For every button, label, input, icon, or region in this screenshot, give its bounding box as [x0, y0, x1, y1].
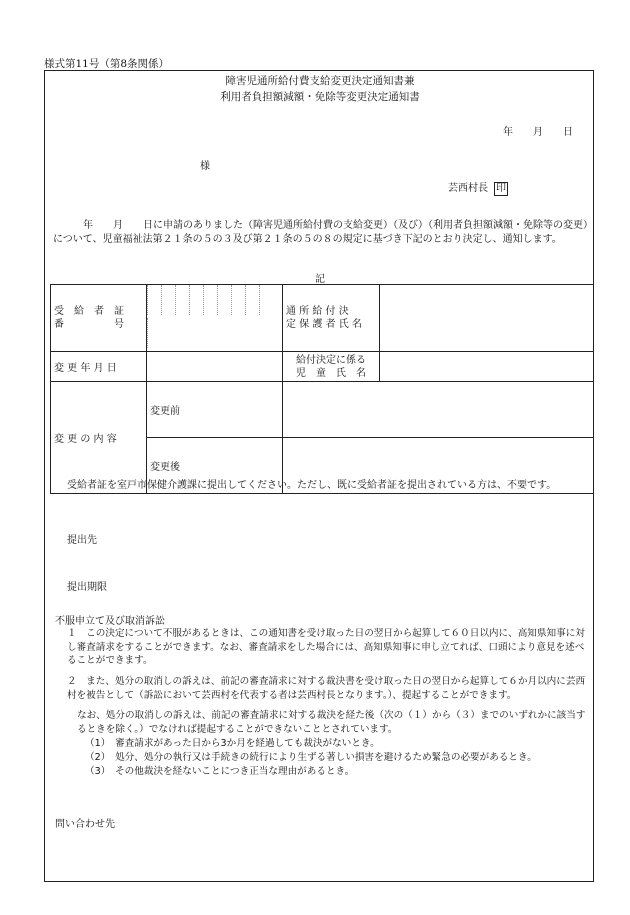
document-frame — [44, 70, 594, 882]
date-placeholder: 年 月 日 — [503, 127, 573, 138]
recipient-number-cell — [147, 285, 283, 352]
issuer-block — [448, 179, 508, 196]
appeal-heading: 不服申立て及び取消訴訟 — [55, 616, 165, 627]
appeal-sub-1: （1） 審査請求があった日から3か月を経過しても裁決がないとき。 — [85, 738, 380, 749]
body-text: 年 月 日に申請のありました（障害児通所給付費の支給変更）（及び）（利用者負担額減額・免除等の変更）について、児童福祉法第２１条の５の３及び第２１条の５の８の規定に基づき下記のとおり決定し、通知します。 — [53, 220, 588, 245]
before-label: 変更前 — [147, 382, 283, 438]
recipient-suffix: 様 — [200, 161, 210, 172]
change-date-value — [147, 352, 283, 382]
child-name-label: 給付決定に係る 児 童 氏 名 — [283, 352, 380, 382]
appeal-item-1: １ この決定について不服があるときは、この通知書を受け取った日の翌日から起算して６０日以内に、高知県知事に対し審査請求をすることができます。なお、審査請求をした場合には、高知県知事に申し立てれば、口頭により意見を述べることができます。 — [67, 628, 585, 666]
title-line-1: 障害児通所給付費支給変更決定通知書兼 — [225, 75, 415, 87]
issuer-name: 芸西村長 — [448, 183, 488, 194]
child-name-value — [380, 352, 594, 382]
seal-stamp: 印 — [496, 183, 506, 194]
guardian-name-value — [380, 285, 594, 352]
change-date-label: 変 更 年 月 日 — [51, 352, 147, 382]
appeal-sub-3: （3） その他裁決を経ないことにつき正当な理由があるとき。 — [85, 766, 355, 777]
submit-to-label: 提出先 — [67, 535, 97, 546]
decision-table — [50, 284, 594, 494]
change-content-label: 変 更 の 内 容 — [51, 382, 147, 494]
appeal-item-2: ２ また、処分の取消しの訴えは、前記の審査請求に対する裁決書を受け取った日の翌日から起算して６か月以内に芸西村を被告として（訴訟において芸西村を代表する者は芸西村長となります。）、提起することができます。 — [67, 676, 586, 701]
appeal-sub-2: （2） 処分、処分の執行又は手続きの続行により生ずる著しい損害を避けるため緊急の必要があるとき。 — [85, 752, 537, 763]
recipient-number-label: 受 給 者 証 番 号 — [51, 285, 147, 352]
after-label: 変更後 — [147, 438, 283, 494]
ki-label: 記 — [315, 274, 325, 285]
title-line-2: 利用者負担額減額・免除等変更決定通知書 — [220, 91, 420, 103]
deadline-label: 提出期限 — [67, 582, 107, 593]
form-number: 様式第11号（第8条関係） — [44, 58, 170, 70]
notice-text: 受給者証を室戸市保健介護課に提出してください。ただし、既に受給者証を提出されている方は、不要です。 — [67, 480, 557, 491]
contact-label: 問い合わせ先 — [55, 819, 115, 830]
guardian-name-label: 通 所 給 付 決 定 保 護 者 氏 名 — [283, 285, 380, 352]
appeal-item-2b: なお、処分の取消しの訴えは、前記の審査請求に対する裁決を経た後（次の（１）から（３）までのいずれかに該当するときを除く。）でなければ提起することができないこととされています。 — [77, 710, 586, 735]
before-value — [283, 382, 594, 438]
